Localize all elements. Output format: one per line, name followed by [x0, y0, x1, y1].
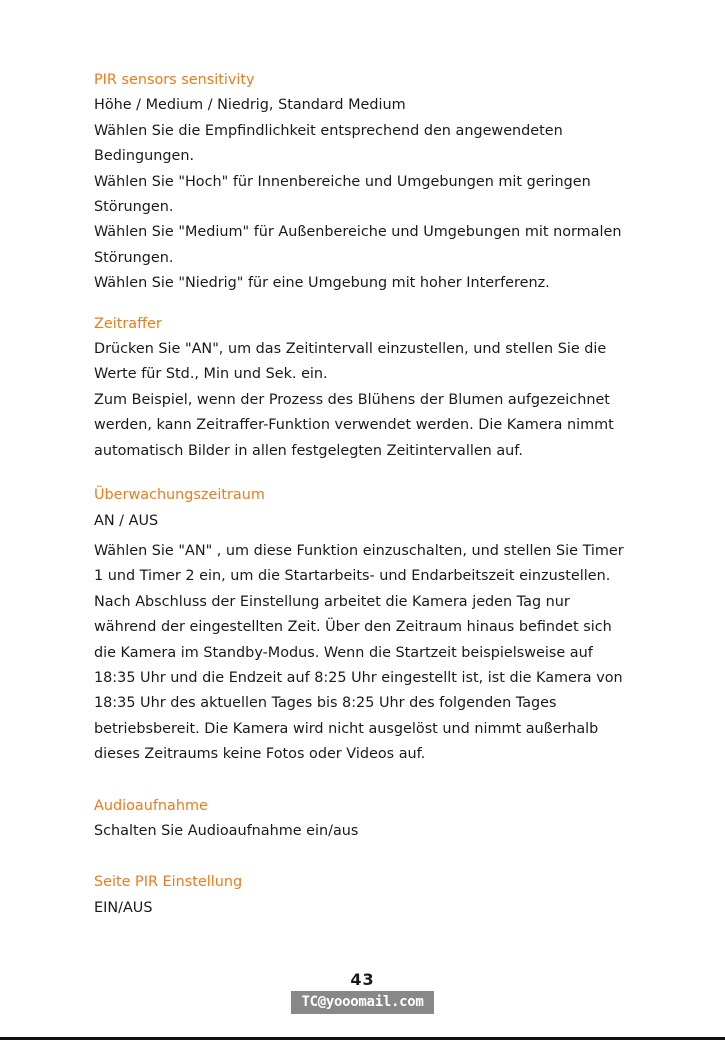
- body-line: Wählen Sie "Niedrig" für eine Umgebung mit hoher Interferenz.: [94, 275, 550, 292]
- body-line: 18:35 Uhr des aktuellen Tages bis 8:25 Uhr des folgenden Tages: [94, 695, 557, 712]
- page-number: 43: [350, 970, 375, 989]
- spacer: [94, 844, 654, 870]
- body-line: 1 und Timer 2 ein, um die Startarbeits- und Endarbeitszeit einzustellen.: [94, 568, 611, 585]
- body-line: 18:35 Uhr und die Endzeit auf 8:25 Uhr eingestellt ist, ist die Kamera von: [94, 669, 623, 686]
- section-zeitraffer: [94, 312, 654, 464]
- section-audioaufnahme: [94, 794, 654, 845]
- body-line: während der eingestellten Zeit. Über den Zeitraum hinaus befindet sich: [94, 619, 612, 636]
- body-line: AN / AUS: [94, 512, 159, 529]
- section-heading: Zeitraffer: [94, 315, 162, 332]
- body-line: Drücken Sie "AN", um das Zeitintervall einzustellen, und stellen Sie die: [94, 341, 607, 358]
- document-body: [94, 68, 654, 921]
- section-ueberwachungszeitraum: [94, 483, 654, 767]
- body-line: Bedingungen.: [94, 148, 195, 165]
- body-line: Zum Beispiel, wenn der Prozess des Blühens der Blumen aufgezeichnet: [94, 391, 610, 408]
- section-seite-pir: [94, 870, 654, 921]
- body-line: Wählen Sie "AN" , um diese Funktion einzuschalten, und stellen Sie Timer: [94, 542, 624, 559]
- body-line: Wählen Sie "Medium" für Außenbereiche und Umgebungen mit normalen: [94, 224, 622, 241]
- body-line: EIN/AUS: [94, 899, 153, 916]
- section-heading: Audioaufnahme: [94, 797, 208, 814]
- spacer: [94, 768, 654, 794]
- section-heading: Überwachungszeitraum: [94, 487, 265, 504]
- body-line: Schalten Sie Audioaufnahme ein/aus: [94, 822, 359, 839]
- body-line: dieses Zeitraums keine Fotos oder Videos auf.: [94, 746, 426, 763]
- body-line: automatisch Bilder in allen festgelegten Zeitintervallen auf.: [94, 442, 523, 459]
- body-line: Höhe / Medium / Niedrig, Standard Medium: [94, 97, 406, 114]
- body-line: Nach Abschluss der Einstellung arbeitet die Kamera jeden Tag nur: [94, 593, 570, 610]
- spacer: [94, 297, 654, 312]
- section-heading: PIR sensors sensitivity: [94, 72, 255, 88]
- body-line: betriebsbereit. Die Kamera wird nicht ausgelöst und nimmt außerhalb: [94, 720, 599, 737]
- section-heading: Seite PIR Einstellung: [94, 874, 243, 891]
- section-pir-sensitivity: [94, 68, 654, 297]
- body-line: Störungen.: [94, 249, 174, 266]
- footer-email-badge: TC@yooomail.com: [291, 991, 434, 1014]
- body-line: werden, kann Zeitraffer-Funktion verwendet werden. Die Kamera nimmt: [94, 417, 614, 434]
- body-line: Störungen.: [94, 199, 174, 216]
- body-line: Wählen Sie "Hoch" für Innenbereiche und Umgebungen mit geringen: [94, 173, 591, 190]
- body-line: Werte für Std., Min und Sek. ein.: [94, 366, 328, 383]
- spacer: [94, 464, 654, 483]
- body-line: Wählen Sie die Empfindlichkeit entsprechend den angewendeten: [94, 122, 563, 139]
- body-line: die Kamera im Standby-Modus. Wenn die Startzeit beispielsweise auf: [94, 644, 593, 661]
